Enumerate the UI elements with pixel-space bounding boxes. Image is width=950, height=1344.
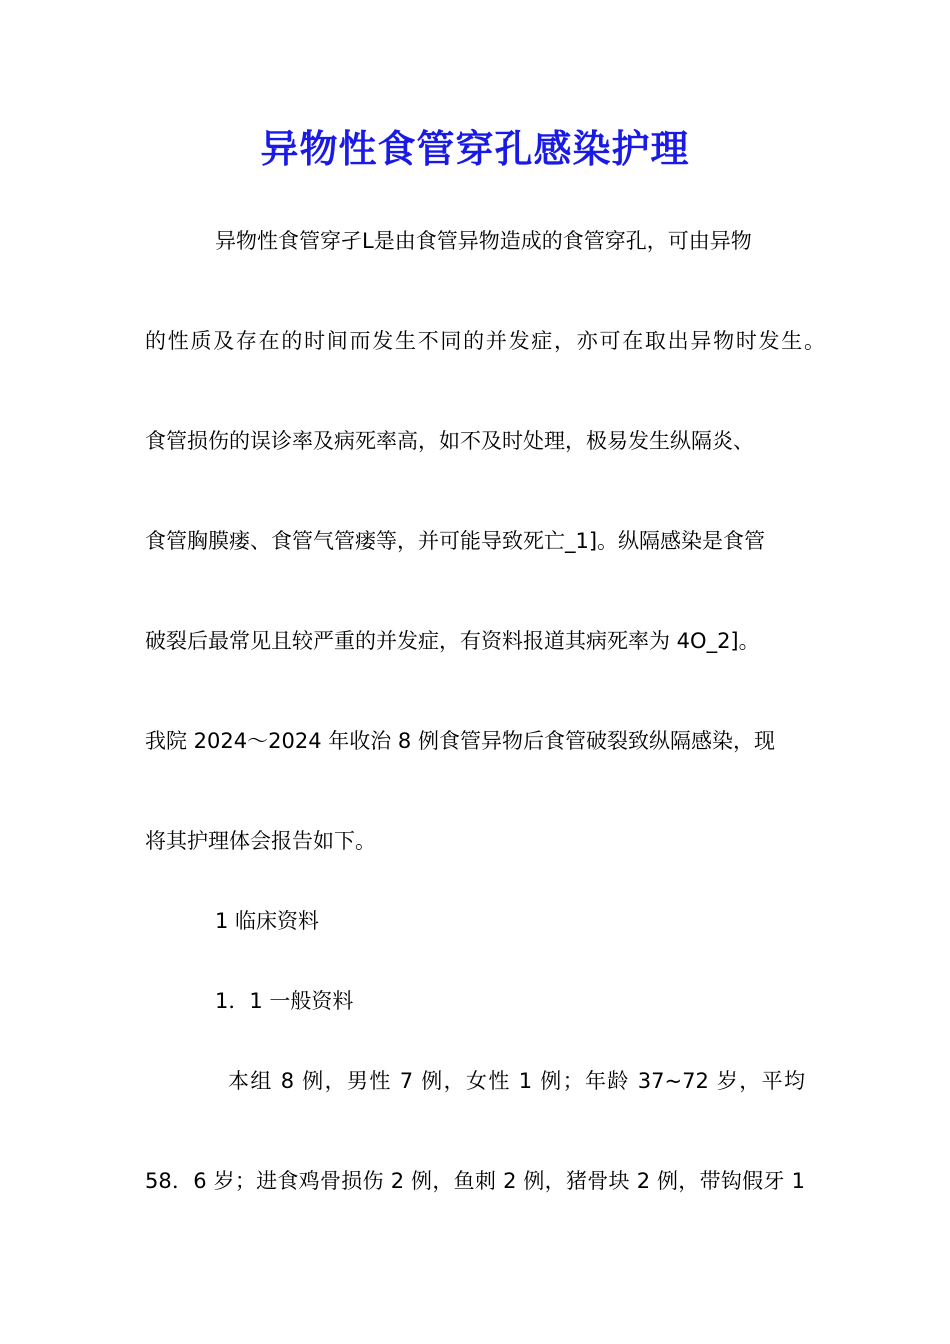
paragraph-line: 58．6 岁；进食鸡骨损伤 2 例，鱼刺 2 例，猪骨块 2 例，带钩假牙 1 [145, 1169, 805, 1193]
paragraph-line: 异物性食管穿孑L是由食管异物造成的食管穿孔，可由异物 [215, 229, 752, 253]
paragraph-line: 食管胸膜瘘、食管气管瘘等，并可能导致死亡_1]。纵隔感染是食管 [145, 529, 766, 553]
paragraph-line: 我院 2024～2024 年收治 8 例食管异物后食管破裂致纵隔感染，现 [145, 729, 775, 753]
paragraph-line: 将其护理体会报告如下。 [145, 829, 376, 853]
subsection-heading: 1．1 一般资料 [215, 989, 354, 1013]
section-heading: 1 临床资料 [215, 909, 320, 933]
paragraph-line: 破裂后最常见且较严重的并发症，有资料报道其病死率为 4O_2]。 [145, 629, 760, 653]
paragraph-line: 本组 8 例，男性 7 例，女性 1 例；年龄 37~72 岁，平均 [228, 1069, 805, 1093]
paragraph-line: 食管损伤的误诊率及病死率高，如不及时处理，极易发生纵隔炎、 [145, 429, 754, 453]
paragraph-line: 的性质及存在的时间而发生不同的并发症，亦可在取出异物时发生。 [145, 329, 825, 353]
document-title: 异物性食管穿孔感染护理 [260, 127, 690, 171]
